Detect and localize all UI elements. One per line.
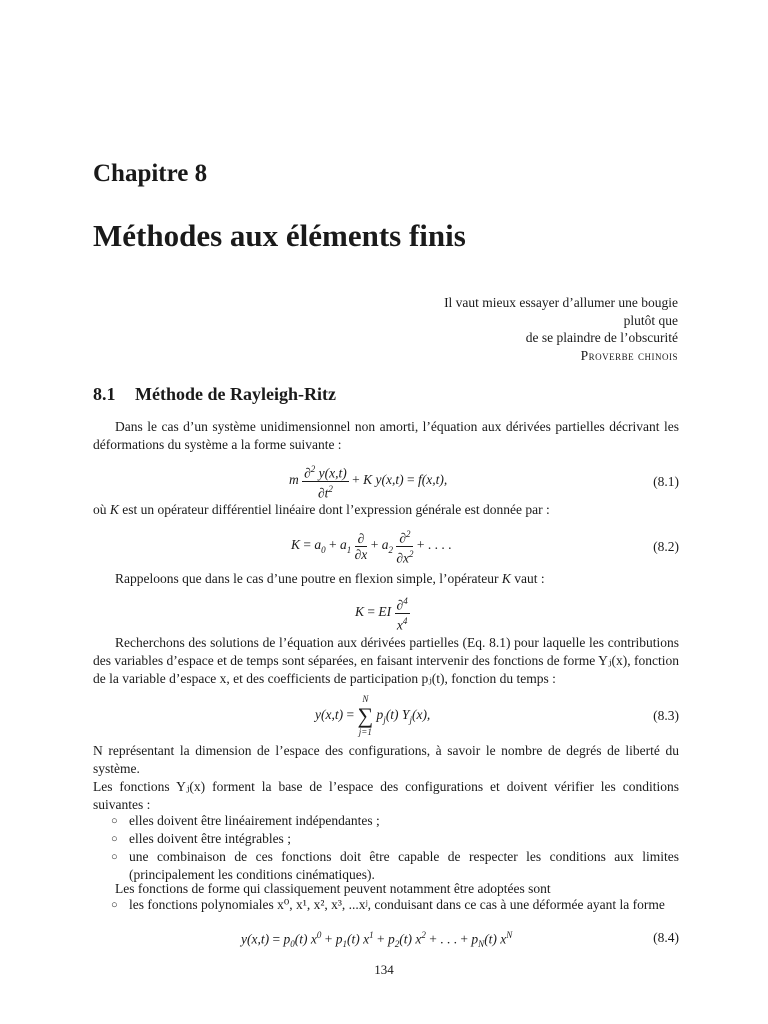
section-number: 8.1 (93, 384, 116, 404)
equation-beam-operator: K = EI $\frac{\partial^4}{x^4}$ (355, 596, 408, 632)
epigraph-source: Proverbe chinois (580, 347, 678, 363)
equation-number: (8.4) (653, 930, 679, 945)
chapter-title: Méthodes aux éléments finis (93, 218, 466, 253)
list-item: ○ elles doivent être linéairement indépendantes ; (111, 813, 380, 828)
paragraph: Rappeloons que dans le cas d’une poutre en flexion simple, l’opérateur K vaut : (115, 571, 545, 586)
paragraph: N représentant la dimension de l’espace des configurations, à savoir le nombre de degrés de liberté du système. (93, 743, 679, 776)
equation-8-1: m $\frac{\partial^2 y(x,t)}{\partial t^2}$ + K y(x,t) = f(x,t), (8.1) (289, 464, 679, 500)
paragraph: où K est un opérateur différentiel linéaire dont l’expression générale est donnée par : (93, 502, 550, 517)
paragraph: Les fonctions Yⱼ(x) forment la base de l’espace des configurations et doivent vérifier les conditions suivantes : (93, 779, 679, 812)
equation-number: (8.3) (653, 708, 679, 723)
paragraph: Dans le cas d’un système unidimensionnel non amorti, l’équation aux dérivées partielles décrivant les déformations du système a la forme suivante : (93, 419, 679, 452)
list-item: ○ elles doivent être intégrables ; (111, 831, 291, 846)
epigraph (278, 294, 678, 364)
equation-number: (8.2) (653, 539, 679, 554)
epigraph-line: Il vaut mieux essayer d’allumer une bougie (444, 295, 678, 310)
section-heading (93, 384, 336, 405)
equation-8-2: $K = a_0 + a_1$ $\frac{\partial}{\partial x}$ + $a_2$ $\frac{\partial^2}{\partial x^2}$ + . . . . (8.2) (291, 529, 679, 565)
section-title: Méthode de Rayleigh-Ritz (135, 384, 336, 404)
chapter-label: Chapitre 8 (93, 160, 208, 187)
list-item: ○ une combinaison de ces fonctions doit être capable de respecter les conditions aux limites (principalement les conditions cinématiques). (111, 849, 679, 882)
epigraph-line: de se plaindre de l’obscurité (525, 330, 678, 345)
paragraph: Les fonctions de forme qui classiquement peuvent notamment être adoptées sont (115, 881, 551, 896)
equation-8-4: $y(x,t) = p_0(t) x^0 + p_1(t) x^1 + p_2(t) x^2$ + . . . + $p_N(t)$ $x^N$ (8.4) (241, 930, 679, 950)
paragraph: Recherchons des solutions de l’équation aux dérivées partielles (Eq. 8.1) pour laquelle les contributions des variables d’espace et de temps sont séparées, en faisant intervenir des fonctions de forme Yⱼ(x), fonction de la variable d’espace x, et des coefficients de participation pⱼ(t), fonction du temps : (93, 635, 679, 686)
page-number: 134 (374, 962, 394, 977)
list-item: ○ les fonctions polynomiales x⁰, x¹, x², x³, ...xʲ, conduisant dans ce cas à une déformée ayant la forme (111, 897, 665, 912)
equation-number: (8.1) (653, 474, 679, 489)
epigraph-line: plutôt que (623, 312, 678, 328)
equation-8-3: y(x,t) = N ∑ j=1 $p_j(t)$ $Y_j(x)$, (8.3) (315, 694, 679, 737)
